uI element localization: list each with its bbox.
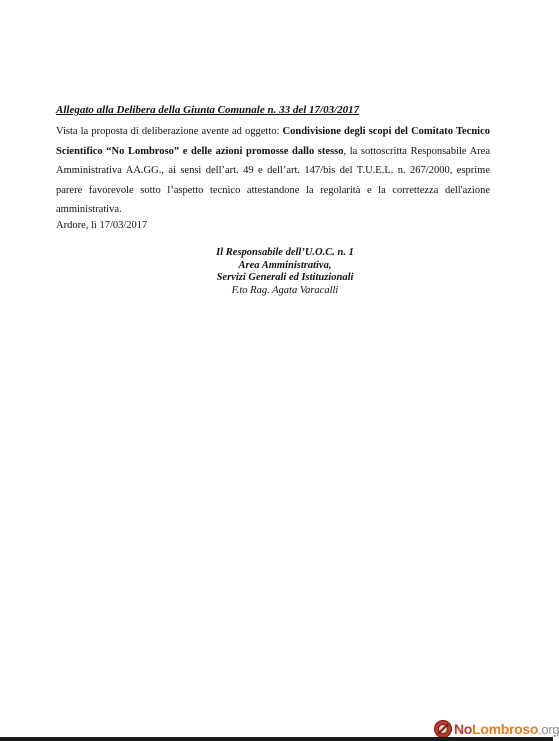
body-rest: , la sottoscritta Responsabile Area Amministrativa AA.GG., ai sensi dell’art. 49 e dell’art. 147/bis del T.U.E.L. n. 267/2000, esprime parere favorevole sotto l’aspetto tecnico attestandone la regolarità e la correttezza dell'azione amministrativa. — [56, 145, 490, 215]
bottom-border — [0, 737, 553, 741]
document-body — [56, 122, 490, 220]
signature-services: Servizi Generali ed Istituzionali — [216, 272, 354, 283]
watermark-text — [454, 721, 559, 737]
signature-block — [195, 247, 375, 297]
document-heading: Allegato alla Delibera della Giunta Comunale n. 33 del 17/03/2017 — [56, 104, 360, 116]
no-lombroso-logo-icon — [434, 720, 452, 738]
watermark-lombroso: Lombroso — [472, 721, 539, 737]
signature-title: Il Responsabile dell’U.O.C. n. 1 — [216, 247, 354, 258]
place-date: Ardore, lì 17/03/2017 — [56, 220, 148, 231]
watermark-org: .org — [538, 722, 559, 737]
watermark-no: No — [454, 721, 473, 737]
body-intro: Vista la proposta di deliberazione avente ad oggetto: — [56, 126, 283, 137]
signature-name: F.to Rag. Agata Varacalli — [231, 284, 339, 296]
body-subject: Condivisione degli scopi del Comitato Tecnico Scientifico “No Lombroso” e delle azioni promosse dallo stesso — [56, 126, 490, 157]
watermark-logo — [434, 719, 559, 739]
signature-area: Area Amministrativa, — [238, 259, 332, 271]
